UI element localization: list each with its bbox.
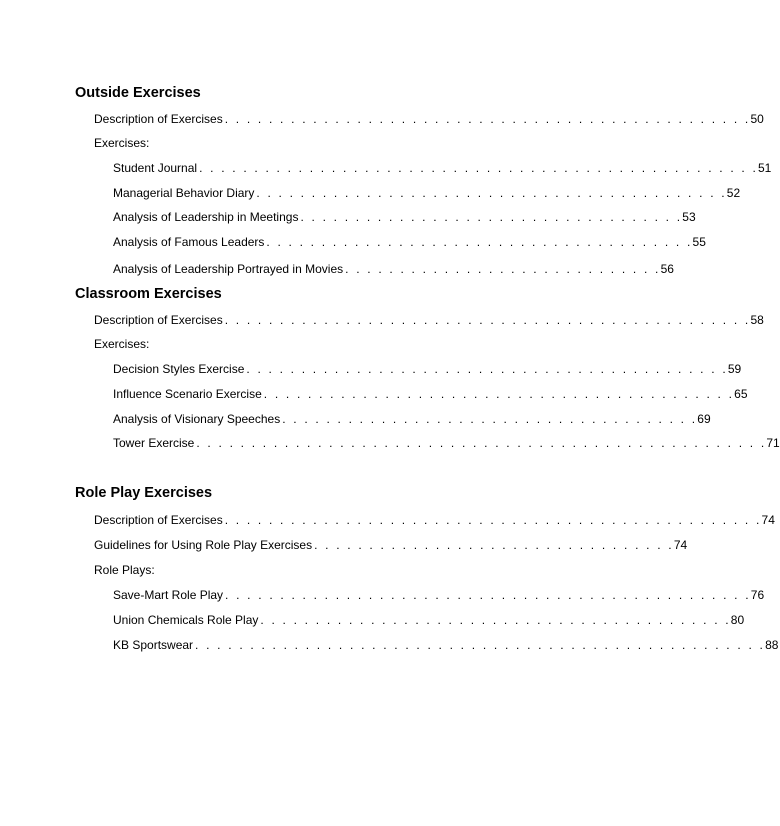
dot-leader: . . . . . . . . . . . . . . . . . . . . . . . . . . . . . . . . . . . . . . . . . . . . . . . . . . . . bbox=[196, 436, 767, 450]
toc-entry-label: Save-Mart Role Play bbox=[113, 588, 224, 602]
toc-entry-page: 74 bbox=[761, 513, 775, 527]
section-title-outside: Outside Exercises bbox=[75, 85, 201, 101]
dot-leader: . . . . . . . . . . . . . . . . . . . . . . . . . . . . . . . . . . . . . . . . . . . . bbox=[246, 362, 728, 376]
toc-entry-label: Union Chemicals Role Play bbox=[113, 613, 259, 627]
dot-leader: . . . . . . . . . . . . . . . . . . . . . . . . . . . . . . . . . . . . . . . . . . . . . . . . bbox=[224, 112, 751, 126]
dot-leader: . . . . . . . . . . . . . . . . . . . . . . . . . . . . . . . . . . . . . . . bbox=[266, 235, 693, 249]
section-title-roleplay: Role Play Exercises bbox=[75, 485, 213, 501]
toc-entry-page: 76 bbox=[750, 588, 765, 602]
toc-entry[interactable] bbox=[113, 386, 748, 402]
dot-leader: . . . . . . . . . . . . . . . . . . . . . . . . . . . . . . . . . . . . . . bbox=[282, 412, 698, 426]
toc-entry-label: Description of Exercises bbox=[94, 112, 223, 126]
dot-leader: . . . . . . . . . . . . . . . . . . . . . . . . . . . . . . . . . . . . . . . . . . . . . . . . . . . . bbox=[195, 638, 766, 652]
toc-entry[interactable] bbox=[113, 209, 696, 225]
subheading: Role Plays: bbox=[94, 563, 155, 577]
toc-entry[interactable] bbox=[113, 185, 741, 201]
toc-entry-page: 59 bbox=[727, 362, 742, 376]
toc-entry-page: 55 bbox=[692, 235, 706, 249]
toc-entry[interactable] bbox=[113, 587, 765, 603]
toc-entry[interactable] bbox=[113, 435, 780, 451]
toc-entry-label: Student Journal bbox=[113, 161, 198, 175]
toc-entry[interactable] bbox=[113, 411, 711, 427]
toc-entry-page: 88 bbox=[765, 638, 779, 652]
toc-entry-page: 52 bbox=[726, 186, 741, 200]
toc-entry[interactable] bbox=[113, 234, 706, 250]
dot-leader: . . . . . . . . . . . . . . . . . . . . . . . . . . . . . . . . . . . . . . . . . . . . . . . . bbox=[225, 588, 751, 602]
toc-entry-page: 65 bbox=[734, 387, 748, 401]
toc-entry-label: Tower Exercise bbox=[113, 436, 195, 450]
toc-entry[interactable] bbox=[113, 261, 674, 277]
toc-entry-page: 80 bbox=[730, 613, 745, 627]
toc-entry-page: 51 bbox=[758, 161, 772, 175]
toc-entry[interactable] bbox=[113, 361, 742, 377]
toc-entry-label: Analysis of Leadership Portrayed in Movies bbox=[113, 262, 344, 276]
subheading: Exercises: bbox=[94, 136, 150, 150]
toc-entry-page: 74 bbox=[673, 538, 688, 552]
toc-entry-page: 53 bbox=[682, 210, 696, 224]
toc-entry-page: 50 bbox=[750, 112, 764, 126]
toc-entry[interactable] bbox=[113, 612, 745, 628]
toc-entry-label: KB Sportswear bbox=[113, 638, 194, 652]
toc-entry[interactable] bbox=[113, 637, 779, 653]
toc-entry-page: 56 bbox=[660, 262, 674, 276]
toc-entry-label: Guidelines for Using Role Play Exercises bbox=[94, 538, 313, 552]
toc-entry[interactable] bbox=[94, 512, 775, 528]
dot-leader: . . . . . . . . . . . . . . . . . . . . . . . . . . . . . . . . . . . bbox=[300, 210, 683, 224]
dot-leader: . . . . . . . . . . . . . . . . . . . . . . . . . . . . . . . . . . . . . . . . . . . . . . . . . . . bbox=[199, 161, 758, 175]
section-title-classroom: Classroom Exercises bbox=[75, 286, 222, 302]
dot-leader: . . . . . . . . . . . . . . . . . . . . . . . . . . . . . . . . . . . . . . . . . . . bbox=[263, 387, 735, 401]
toc-entry-label: Description of Exercises bbox=[94, 513, 223, 527]
toc-entry[interactable] bbox=[113, 160, 772, 176]
subheading: Exercises: bbox=[94, 337, 150, 351]
toc-entry-label: Description of Exercises bbox=[94, 313, 223, 327]
dot-leader: . . . . . . . . . . . . . . . . . . . . . . . . . . . . . . . . . . . . . . . . . . . . . . . . . bbox=[224, 513, 762, 527]
dot-leader: . . . . . . . . . . . . . . . . . . . . . . . . . . . . . bbox=[345, 262, 661, 276]
toc-entry-label: Analysis of Leadership in Meetings bbox=[113, 210, 299, 224]
dot-leader: . . . . . . . . . . . . . . . . . . . . . . . . . . . . . . . . . . . . . . . . . . . . . . . . bbox=[224, 313, 751, 327]
dot-leader: . . . . . . . . . . . . . . . . . . . . . . . . . . . . . . . . . bbox=[314, 538, 674, 552]
toc-entry-label: Managerial Behavior Diary bbox=[113, 186, 255, 200]
toc-entry-page: 69 bbox=[697, 412, 711, 426]
toc-entry[interactable] bbox=[94, 111, 764, 127]
toc-entry-label: Decision Styles Exercise bbox=[113, 362, 245, 376]
toc-entry[interactable] bbox=[94, 537, 688, 553]
toc-entry-page: 71 bbox=[766, 436, 780, 450]
toc-entry[interactable] bbox=[94, 312, 764, 328]
dot-leader: . . . . . . . . . . . . . . . . . . . . . . . . . . . . . . . . . . . . . . . . . . . bbox=[256, 186, 727, 200]
toc-entry-label: Influence Scenario Exercise bbox=[113, 387, 262, 401]
toc-entry-page: 58 bbox=[750, 313, 764, 327]
toc-entry-label: Analysis of Visionary Speeches bbox=[113, 412, 281, 426]
toc-entry-label: Analysis of Famous Leaders bbox=[113, 235, 265, 249]
dot-leader: . . . . . . . . . . . . . . . . . . . . . . . . . . . . . . . . . . . . . . . . . . . bbox=[260, 613, 731, 627]
